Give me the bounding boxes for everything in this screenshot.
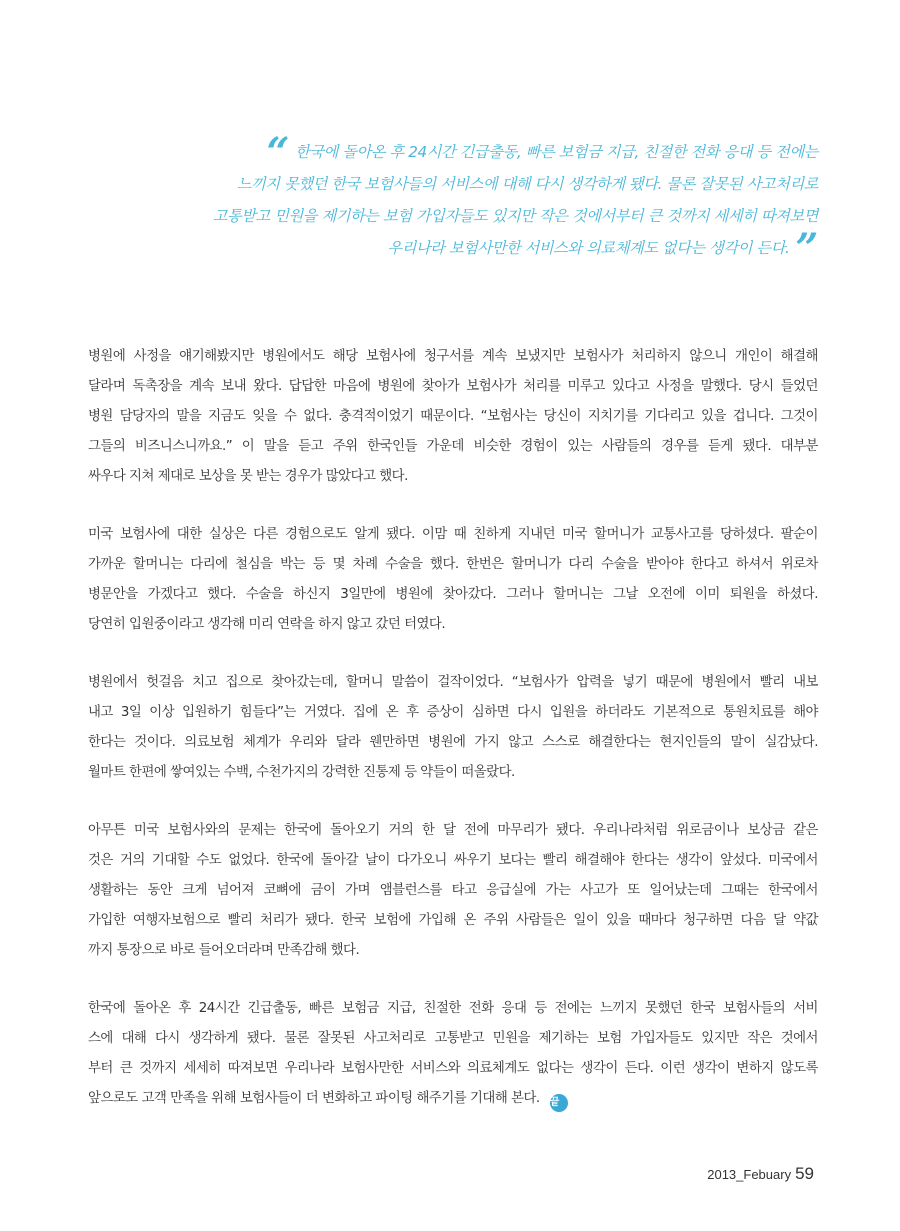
pull-quote-line-3: 고통받고 민원을 제기하는 보험 가입자들도 있지만 작은 것에서부터 큰 것까지 세세히 따져보면 — [212, 207, 818, 225]
article-body — [88, 342, 818, 1142]
issue-label: 2013_Febuary — [707, 1167, 792, 1182]
end-mark-icon: 끝 — [550, 1094, 568, 1112]
text-line: 까지 통장으로 바로 들어오더라며 만족감해 했다. — [88, 943, 360, 958]
text-line: 그들의 비즈니스니까요.” 이 말을 듣고 주위 한국인들 가운데 비슷한 경험이 있는 사람들의 경우를 듣게 됐다. 대부분 — [88, 439, 818, 454]
text-line: 미국 보험사에 대한 실상은 다른 경험으로도 알게 됐다. 이맘 때 친하게 지내던 미국 할머니가 교통사고를 당하셨다. 팔순이 — [88, 527, 818, 542]
paragraph-5 — [88, 994, 818, 1114]
text-line: 가까운 할머니는 다리에 철심을 박는 등 몇 차례 수술을 했다. 한번은 할머니가 다리 수술을 받아야 한다고 하셔서 위로차 — [88, 557, 818, 572]
text-line-content: 앞으로도 고객 만족을 위해 보험사들이 더 변화하고 파이팅 해주기를 기대해 본다. — [88, 1091, 540, 1106]
paragraph-3 — [88, 668, 818, 788]
pull-quote-line-1 — [100, 129, 818, 176]
pull-quote-text: 한국에 돌아온 후 24시간 긴급출동, 빠른 보험금 지급, 친절한 전화 응대 등 전에는 — [295, 143, 818, 161]
text-line: 달라며 독촉장을 계속 보내 왔다. 답답한 마음에 병원에 찾아가 보험사가 처리를 미루고 있다고 사정을 말했다. 당시 들었던 — [88, 379, 818, 394]
text-line: 한다는 것이다. 의료보험 체계가 우리와 달라 웬만하면 병원에 가지 않고 스스로 해결한다는 현지인들의 말이 실감났다. — [88, 735, 818, 750]
text-line: 싸우다 지쳐 제대로 보상을 못 받는 경우가 많았다고 했다. — [88, 469, 408, 484]
text-line: 월마트 한편에 쌓여있는 수백, 수천가지의 강력한 진통제 등 약들이 떠올랐다. — [88, 765, 515, 780]
close-quote-icon: ” — [795, 225, 818, 272]
text-line: 한국에 돌아온 후 24시간 긴급출동, 빠른 보험금 지급, 친절한 전화 응대 등 전에는 느끼지 못했던 한국 보험사들의 서비 — [88, 1001, 818, 1016]
text-line: 병원에 사정을 얘기해봤지만 병원에서도 해당 보험사에 청구서를 계속 보냈지만 보험사가 처리하지 않으니 개인이 해결해 — [88, 349, 818, 364]
text-line: 생활하는 동안 크게 넘어져 코뼈에 금이 가며 앰블런스를 타고 응급실에 가는 사고가 또 일어났는데 그때는 한국에서 — [88, 883, 818, 898]
text-line: 것은 거의 기대할 수도 없었다. 한국에 돌아갈 날이 다가오니 싸우기 보다는 빨리 해결해야 한다는 생각이 앞섰다. 미국에서 — [88, 853, 818, 868]
text-line: 부터 큰 것까지 세세히 따져보면 우리나라 보험사만한 서비스와 의료체계도 없다는 생각이 든다. 이런 생각이 변하지 않도록 — [88, 1061, 818, 1076]
page-footer — [707, 1164, 814, 1184]
text-line — [88, 1084, 818, 1114]
page-number: 59 — [795, 1164, 814, 1183]
paragraph-2 — [88, 520, 818, 640]
pull-quote-line-2: 느끼지 못했던 한국 보험사들의 서비스에 대해 다시 생각하게 됐다. 물론 잘못된 사고처리로 — [236, 175, 818, 193]
text-line: 스에 대해 다시 생각하게 됐다. 물론 잘못된 사고처리로 고통받고 민원을 제기하는 보험 가입자들도 있지만 작은 것에서 — [88, 1031, 818, 1046]
text-line: 병원에서 헛걸음 치고 집으로 찾아갔는데, 할머니 말씀이 걸작이었다. “보험사가 압력을 넣기 때문에 병원에서 빨리 내보 — [88, 675, 818, 690]
text-line: 가입한 여행자보험으로 빨리 처리가 됐다. 한국 보험에 가입해 온 주위 사람들은 일이 있을 때마다 청구하면 다음 달 약값 — [88, 913, 818, 928]
pull-quote — [100, 129, 818, 272]
paragraph-1 — [88, 342, 818, 492]
pull-quote-text: 우리나라 보험사만한 서비스와 의료체계도 없다는 생각이 든다. — [387, 239, 790, 257]
text-line: 아무튼 미국 보험사와의 문제는 한국에 돌아오기 거의 한 달 전에 마무리가 됐다. 우리나라처럼 위로금이나 보상금 같은 — [88, 823, 818, 838]
paragraph-4 — [88, 816, 818, 966]
text-line: 병원 담당자의 말을 지금도 잊을 수 없다. 충격적이었기 때문이다. “보험사는 당신이 지치기를 기다리고 있을 겁니다. 그것이 — [88, 409, 818, 424]
text-line: 병문안을 가겠다고 했다. 수술을 하신지 3일만에 병원에 찾아갔다. 그러나 할머니는 그날 오전에 이미 퇴원을 하셨다. — [88, 587, 818, 602]
pull-quote-line-4 — [100, 225, 818, 272]
text-line: 내고 3일 이상 입원하기 힘들다”는 거였다. 집에 온 후 증상이 심하면 다시 입원을 하더라도 기본적으로 통원치료를 해야 — [88, 705, 818, 720]
open-quote-icon: “ — [266, 129, 290, 176]
text-line: 당연히 입원중이라고 생각해 미리 연락을 하지 않고 갔던 터였다. — [88, 617, 446, 632]
